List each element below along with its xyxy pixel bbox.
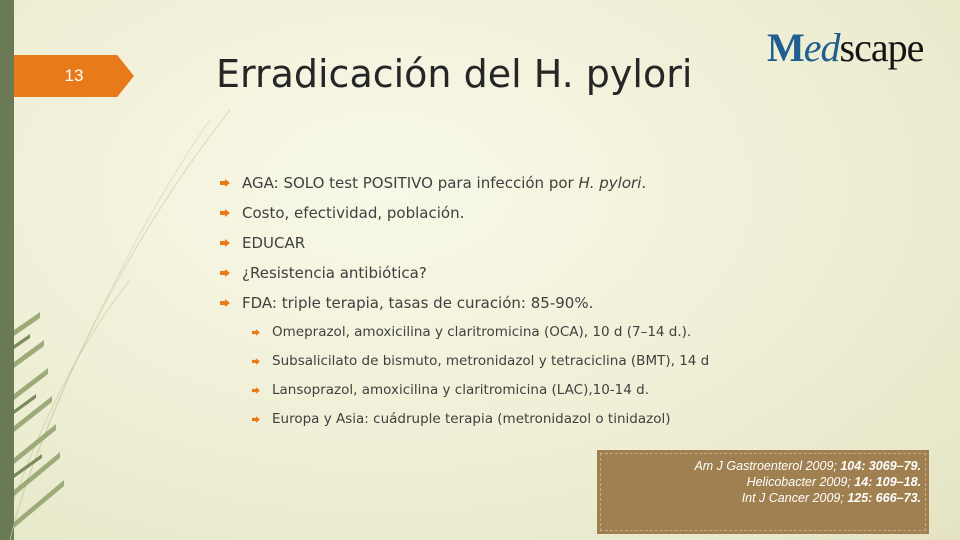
- medscape-logo: Medscape: [767, 25, 924, 70]
- bullet-item: Costo, efectividad, población.: [220, 198, 709, 228]
- arrow-bullet-icon: [220, 269, 230, 277]
- arrow-bullet-icon: [220, 299, 230, 307]
- citation-line: Am J Gastroenterol 2009; 104: 3069–79.: [694, 459, 921, 473]
- arrow-bullet-icon: [252, 387, 260, 394]
- arrow-bullet-icon: [220, 179, 230, 187]
- bullet-item: AGA: SOLO test POSITIVO para infección por H. pylori.: [220, 168, 709, 198]
- arrow-bullet-icon: [252, 416, 260, 423]
- sub-bullet-item: Lansoprazol, amoxicilina y claritromicina (LAC),10-14 d.: [252, 376, 709, 405]
- slide-title: Erradicación del H. pylori: [216, 52, 693, 96]
- citation-line: Helicobacter 2009; 14: 109–18.: [746, 475, 921, 489]
- citation-line: Int J Cancer 2009; 125: 666–73.: [741, 491, 921, 505]
- sub-bullet-item: Europa y Asia: cuádruple terapia (metronidazol o tinidazol): [252, 405, 709, 434]
- citation-box: [597, 450, 929, 534]
- arrow-bullet-icon: [252, 358, 260, 365]
- arrow-bullet-icon: [220, 209, 230, 217]
- bullet-list: [220, 168, 709, 434]
- slide-number: 13: [64, 66, 84, 85]
- bullet-item: FDA: triple terapia, tasas de curación: 85-90%.: [220, 288, 709, 318]
- left-accent-bar: [0, 0, 14, 540]
- arrow-bullet-icon: [220, 239, 230, 247]
- sub-bullet-item: Subsalicilato de bismuto, metronidazol y tetraciclina (BMT), 14 d: [252, 347, 709, 376]
- bullet-item: EDUCAR: [220, 228, 709, 258]
- sub-bullet-item: Omeprazol, amoxicilina y claritromicina (OCA), 10 d (7–14 d.).: [252, 318, 709, 347]
- bullet-item: ¿Resistencia antibiótica?: [220, 258, 709, 288]
- arrow-bullet-icon: [252, 329, 260, 336]
